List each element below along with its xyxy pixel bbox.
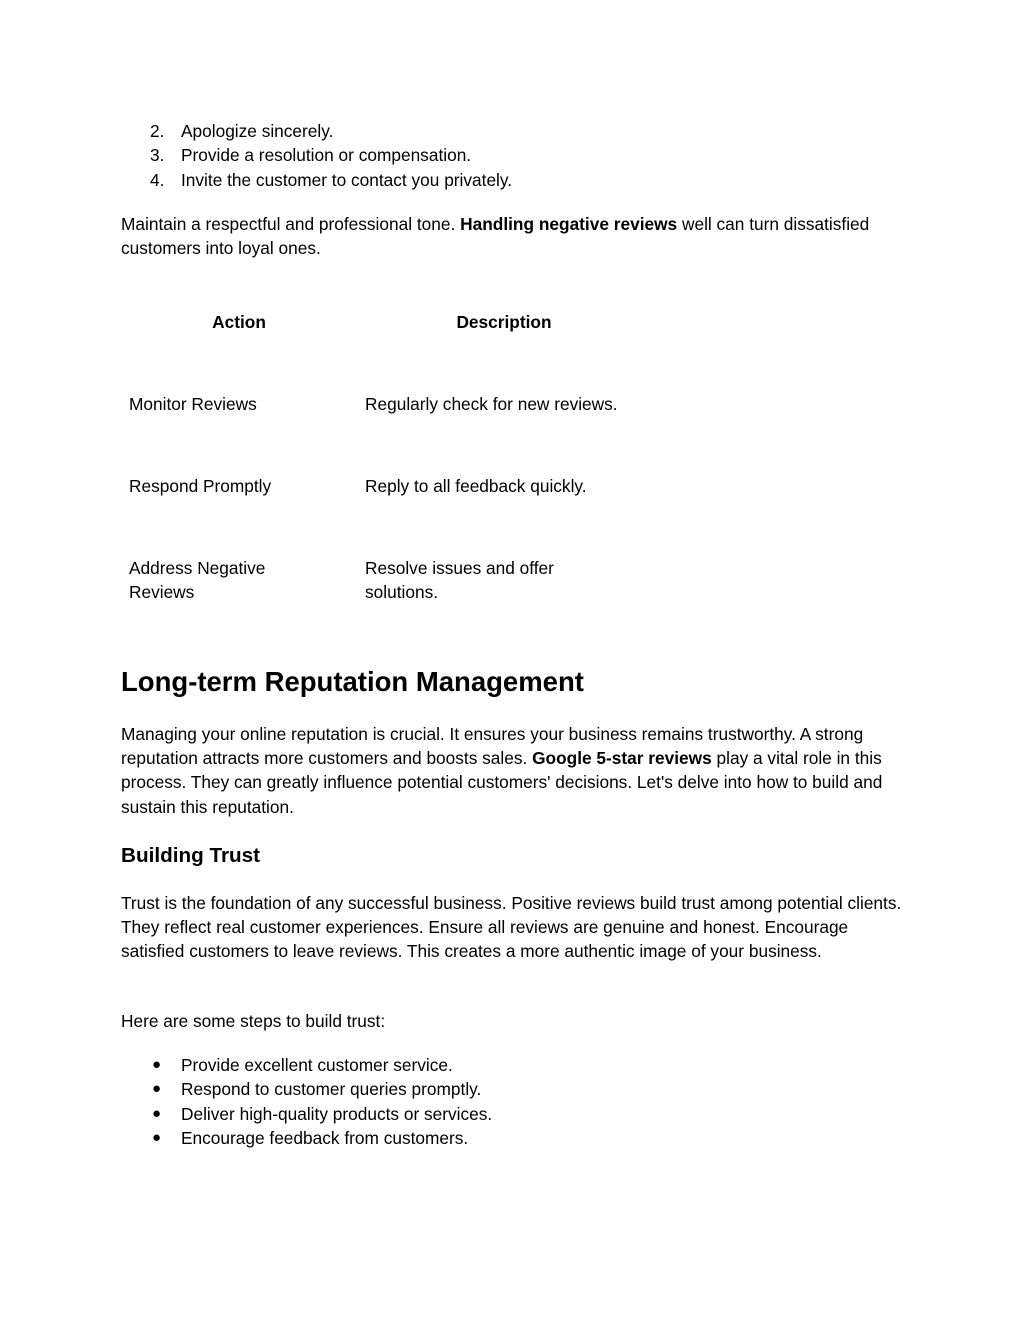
tone-paragraph-bold: Handling negative reviews [460,214,678,234]
table-header-description: Description [456,312,552,332]
tone-paragraph-text-end: well can turn dissatisfied customers into loyal ones. [121,214,870,259]
steps-intro: Here are some steps to build trust: [121,1011,386,1031]
list-item [121,119,901,143]
section-paragraph-bold: Google 5-star reviews [532,748,712,769]
list-item-text: Invite the customer to contact you privately. [181,169,513,190]
list-number: 4. [150,169,165,190]
list-number: 2. [150,121,165,141]
section-paragraph-text-end: play a vital role in this process. They can greatly influence potential customers' decisions. Let's delve into how to build and sustain this reputation. [121,748,883,817]
table-cell-action: Respond Promptly [129,476,272,496]
table-cell-description: Resolve issues and offer solutions. [365,558,554,603]
list-item-text: Deliver high-quality products or services. [181,1103,493,1124]
ordered-list [121,119,901,192]
list-item [121,1077,901,1101]
section-heading: Long-term Reputation Management [121,666,584,697]
section-paragraph [121,722,906,819]
tone-paragraph-text: Maintain a respectful and professional tone. [121,214,461,234]
bullet-icon: ● [152,1080,162,1098]
table-cell-description: Reply to all feedback quickly. [365,476,587,496]
list-item [121,143,901,167]
tone-paragraph [121,212,906,260]
bullet-icon: ● [152,1056,162,1073]
list-item-text: Provide excellent customer service. [181,1055,453,1075]
list-number: 3. [150,145,165,166]
list-item [121,1126,901,1150]
list-item [121,1102,901,1126]
list-item-text: Provide a resolution or compensation. [181,145,472,166]
table-cell-description: Regularly check for new reviews. [365,394,618,414]
list-item [121,168,901,192]
list-item [121,1053,901,1077]
section-paragraph-text: Managing your online reputation is crucial. It ensures your business remains trustworthy. A strong reputation attracts more customers and boosts sales. [121,724,864,769]
list-item-text: Respond to customer queries promptly. [181,1079,482,1100]
subheading: Building Trust [121,844,261,867]
table-cell-action: Monitor Reviews [129,394,257,414]
list-item-text: Encourage feedback from customers. [181,1128,469,1149]
bullet-list [121,1053,901,1151]
list-item-text: Apologize sincerely. [181,121,334,141]
trust-paragraph: Trust is the foundation of any successful business. Positive reviews build trust among potential clients. They reflect real customer experiences. Ensure all reviews are genuine and honest. Encourage satisfied customers to leave reviews. This creates a more authentic image of your business. [121,893,902,962]
bullet-icon: ● [152,1129,162,1147]
bullet-icon: ● [152,1104,162,1122]
table-cell-action: Address Negative Reviews [129,558,266,603]
table-header-action: Action [212,312,266,332]
